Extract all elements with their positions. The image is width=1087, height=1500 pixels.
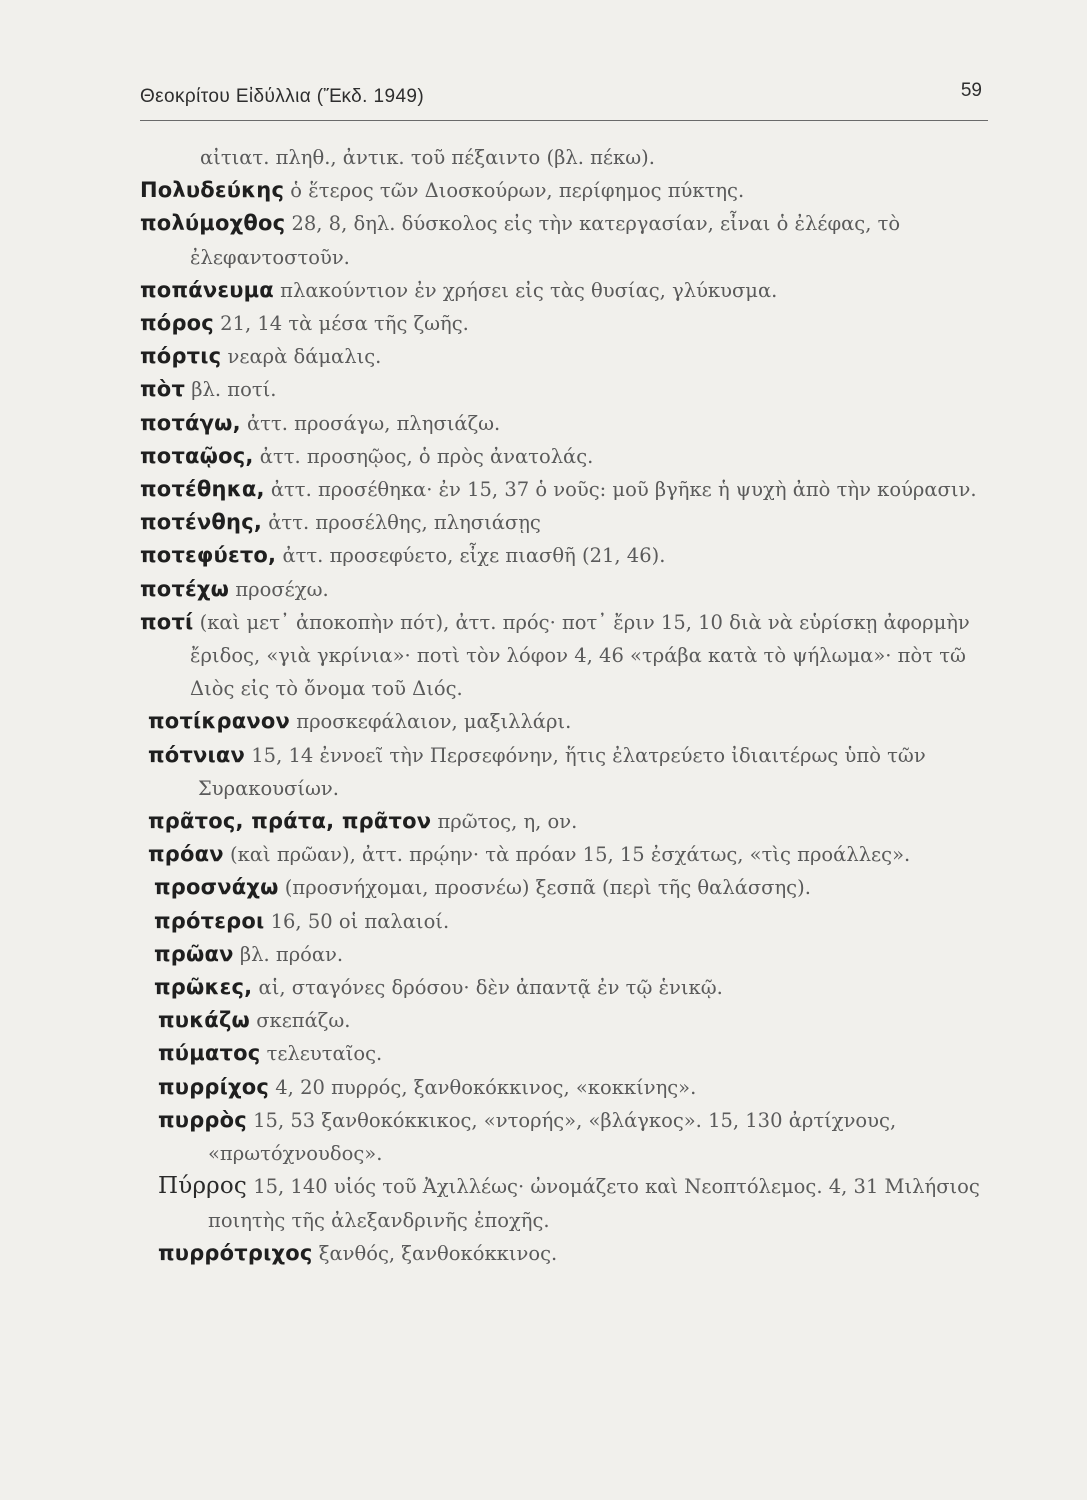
entry-headword: Πολυδεύκης	[140, 178, 285, 203]
header-title: Θεοκρίτου Εἰδύλλια (Ἔκδ. 1949)	[140, 86, 425, 107]
entry-definition: (καὶ μετ᾿ ἀποκοπὴν πότ), ἀττ. πρός· ποτ᾿ ἔριν 15, 10 διὰ νὰ εὑρίσκῃ ἀφορμὴν ἔριδος, «γιὰ γκρίνια»· ποτὶ τὸν λόφον 4, 46 «τράβα κατὰ τὸ ψήλωμα»· πὸτ τῶ Διὸς εἰς τὸ ὄνομα τοῦ Διός.	[190, 610, 970, 701]
entry-headword: ποτένθης,	[140, 510, 263, 535]
glossary-entry	[154, 971, 988, 1004]
glossary-entry	[140, 373, 988, 406]
entry-headword: ποτεφύετο,	[140, 543, 277, 568]
entry-headword: πυρρίχος	[158, 1074, 270, 1099]
entry-headword: ποπάνευμα	[140, 277, 274, 302]
entry-definition: ἀττ. προσεφύετο, εἶχε πιασθῆ (21, 46).	[282, 544, 666, 568]
glossary-entry	[140, 573, 988, 606]
entry-definition: τελευταῖος.	[266, 1042, 383, 1066]
entry-definition: 15, 14 ἐννοεῖ τὴν Περσεφόνην, ἥτις ἐλατρεύετο ἰδιαιτέρως ὑπὸ τῶν Συρακουσίων.	[198, 743, 926, 800]
entry-definition: ἀττ. προσέθηκα· ἐν 15, 37 ὁ νοῦς: μοῦ βγῆκε ἡ ψυχὴ ἀπὸ τὴν κούρασιν.	[270, 478, 977, 502]
glossary-entry	[148, 705, 988, 738]
entry-headword: πρῶαν	[154, 941, 234, 966]
entry-headword: πὸτ	[140, 377, 186, 402]
glossary-entry	[154, 905, 988, 938]
entry-definition: ὁ ἕτερος τῶν Διοσκούρων, περίφημος πύκτης.	[290, 179, 745, 203]
entry-headword: πολύμοχθος	[140, 211, 286, 236]
entry-definition: 4, 20 πυρρός, ξανθοκόκκινος, «κοκκίνης».	[275, 1075, 697, 1099]
glossary-entry	[140, 274, 988, 307]
glossary-entry	[158, 1004, 988, 1037]
glossary-entry	[140, 506, 988, 539]
entry-definition: αἰτιατ. πληθ., ἀντικ. τοῦ πέξαιντο (βλ. πέκω).	[200, 146, 655, 169]
glossary-entry	[148, 805, 988, 838]
running-header	[140, 80, 988, 121]
entry-definition: 15, 140 υἱός τοῦ Ἀχιλλέως· ὠνομάζετο καὶ Νεοπτόλεμος. 4, 31 Μιλήσιος ποιητὴς τῆς ἀλεξανδρινῆς ἐποχῆς.	[208, 1175, 980, 1232]
entry-definition: ξανθός, ξανθοκόκκινος.	[318, 1241, 558, 1265]
entry-definition: ἀττ. προσηῷος, ὁ πρὸς ἀνατολάς.	[259, 444, 594, 468]
glossary-entry	[148, 739, 988, 805]
entry-definition: νεαρὰ δάμαλις.	[227, 345, 382, 369]
entry-definition: 28, 8, δηλ. δύσκολος εἰς τὴν κατεργασίαν, εἶναι ὁ ἐλέφας, τὸ ἐλεφαντοστοῦν.	[190, 212, 901, 269]
entry-headword: πόρτις	[140, 344, 222, 369]
glossary-entry	[140, 440, 988, 473]
entry-definition: 21, 14 τὰ μέσα τῆς ζωῆς.	[220, 312, 469, 336]
glossary-entry	[140, 606, 988, 706]
entry-definition: βλ. ποτί.	[191, 378, 277, 402]
entry-headword: προσνάχω	[154, 875, 279, 900]
entry-definition: ἀττ. προσάγω, πλησιάζω.	[247, 411, 501, 435]
entry-definition: 15, 53 ξανθοκόκκικος, «ντορής», «βλάγκος». 15, 130 ἀρτίχνους, «πρωτόχνουδος».	[208, 1108, 897, 1166]
entry-definition: προσκεφάλαιον, μαξιλλάρι.	[296, 710, 572, 734]
entry-definition: ἀττ. προσέλθης, πλησιάσῃς	[268, 511, 541, 535]
entry-headword: ποτέχω	[140, 576, 230, 601]
entry-headword: ποτί	[140, 609, 194, 634]
entry-headword: ποτέθηκα,	[140, 477, 265, 502]
entry-definition: πρῶτος, η, ον.	[437, 810, 578, 834]
glossary-entry	[140, 207, 988, 273]
glossary-entry	[158, 1170, 988, 1236]
glossary-entry	[158, 1037, 988, 1070]
entry-headword: πότνιαν	[148, 742, 246, 767]
entry-definition: (καὶ πρῶαν), ἀττ. πρῴην· τὰ πρόαν 15, 15 ἐσχάτως, «τὶς προάλλες».	[230, 843, 911, 867]
entry-headword: πύματος	[158, 1041, 261, 1066]
glossary-entry	[154, 871, 988, 904]
entry-definition: 16, 50 οἱ παλαιοί.	[270, 909, 450, 933]
page-number: 59	[960, 80, 982, 101]
entry-definition: σκεπάζω.	[256, 1009, 351, 1033]
glossary-entry	[140, 174, 988, 207]
entry-headword: πυρρότριχος	[158, 1240, 313, 1265]
entry-headword: πυκάζω	[158, 1008, 250, 1033]
glossary-entry	[158, 1071, 988, 1104]
entry-headword: πυρρὸς	[158, 1107, 247, 1132]
glossary-entry	[200, 141, 988, 174]
entry-headword: πρᾶτος, πράτα, πρᾶτον	[148, 809, 432, 834]
entry-headword: ποτάγω,	[140, 410, 241, 435]
glossary-entry	[140, 340, 988, 373]
entry-definition: πλακούντιον ἐν χρήσει εἰς τὰς θυσίας, γλύκυσμα.	[280, 278, 778, 302]
glossary-entry	[140, 539, 988, 572]
glossary-entry	[140, 473, 988, 506]
entry-headword: πρόαν	[148, 842, 224, 867]
entry-headword: ποτίκρανον	[148, 709, 291, 734]
entry-definition: βλ. πρόαν.	[239, 942, 344, 966]
entry-headword: πρῶκες,	[154, 975, 253, 1000]
glossary-entry	[148, 838, 988, 871]
entry-headword: Πύρρος	[158, 1173, 248, 1200]
entry-headword: ποταῷος,	[140, 443, 254, 468]
entry-definition: προσέχω.	[235, 577, 329, 601]
glossary-entries	[140, 141, 988, 1270]
entry-headword: πόρος	[140, 311, 214, 336]
glossary-entry	[154, 938, 988, 971]
glossary-entry	[158, 1237, 988, 1270]
glossary-entry	[158, 1104, 988, 1170]
glossary-entry	[140, 307, 988, 340]
entry-definition: αἱ, σταγόνες δρόσου· δὲν ἀπαντᾷ ἐν τῷ ἑνικῷ.	[258, 976, 723, 1000]
glossary-entry	[140, 407, 988, 440]
entry-headword: πρότεροι	[154, 908, 265, 933]
entry-definition: (προσνήχομαι, προσνέω) ξεσπᾶ (περὶ τῆς θαλάσσης).	[284, 876, 811, 900]
